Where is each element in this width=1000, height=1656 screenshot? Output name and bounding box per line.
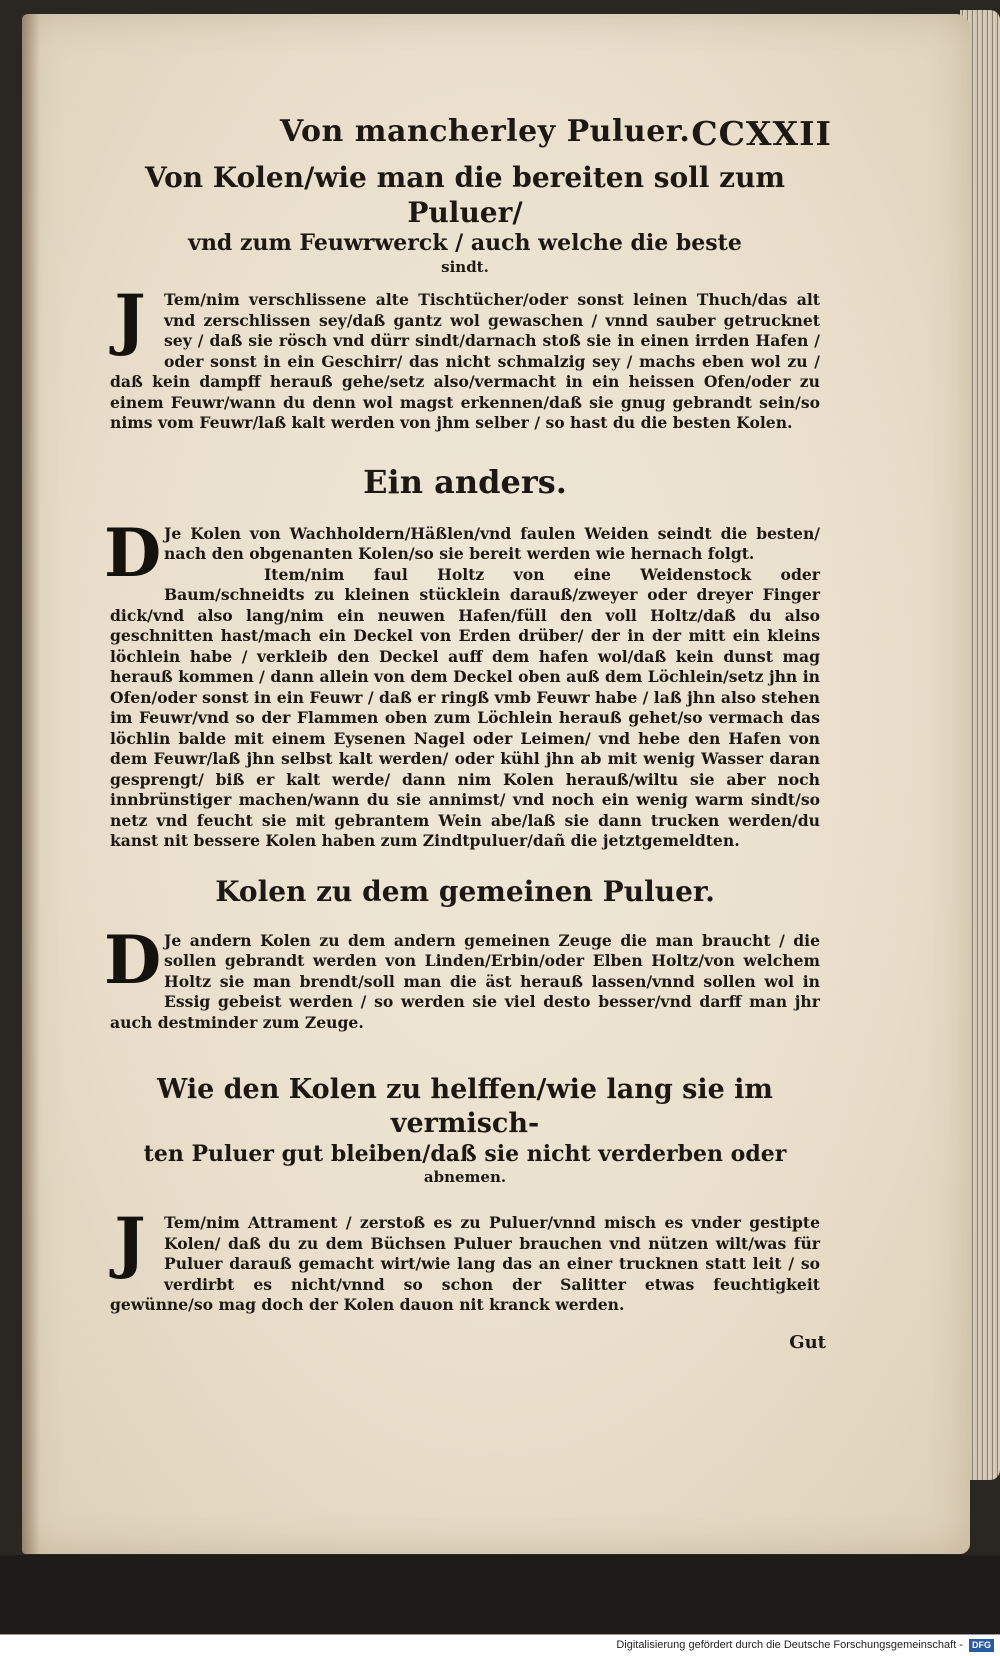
decorated-initial: D — [104, 513, 162, 592]
decorated-initial: J — [114, 1203, 146, 1281]
page-text-block — [104, 110, 832, 1356]
running-title: Von mancherley Puluer. — [280, 114, 691, 149]
section-heading-4-line1: Wie den Kolen zu helffen/wie lang sie im vermisch- — [157, 1074, 773, 1139]
section-4-paragraph — [110, 1203, 820, 1316]
digitization-credit-bar — [0, 1634, 1000, 1656]
page-gutter-shadow — [22, 14, 40, 1554]
credit-text: Digitalisierung gefördert durch die Deutsche Forschungsgemeinschaft - — [616, 1639, 963, 1651]
section-heading-3 — [110, 874, 820, 909]
running-head — [110, 110, 832, 160]
section-1-text: Tem/nim verschlissene alte Tischtücher/oder sonst leinen Thuch/das alt vnd zerschlissen sey/daß gantz wol gewaschen / vnnd sauber getrucknet sey / daß sie rösch vnd dürr sindt/darnach stoß sie in einen irrden Hafen / oder sonst in ein Geschirr/ das nicht schmalzig sey / machs eben wol zu / daß kein dampff herauß gehe/setz also/vermacht in ein heissen Ofen/oder zu einem Feuwr/wann du denn wol magst erkennen/daß sie gnug gebrandt sein/so nims vom Feuwr/laß kalt werden von jhm selber / so hast du die besten Kolen. — [110, 290, 820, 433]
section-heading-4-line3: abnemen. — [423, 1168, 507, 1187]
section-heading-2 — [110, 462, 820, 502]
decorated-initial: D — [104, 920, 162, 999]
section-2-text-2: Item/nim faul Holtz von eine Weidenstock oder Baum/schneidts zu kleinen stücklein darauß/zweyer oder dreyer Finger dick/vnd also lang/nim ein neuwen Hafen/füll den voll Holtz/daß du also geschnitten hast/mach ein Deckel von Erden drüber/ der in der mitt ein kleins löchlein habe / verkleib den Deckel auff dem hafen wol/daß kein dunst mag herauß kommen / dann allein von dem Deckel oben auß dem Löchlein/setz jhn in Ofen/oder sonst in ein Feuwr / daß er ringß vmb Feuwr habe / laß jhn also stehen im Feuwr/vnd so der Flammen oben zum Löchlein herauß gehet/so vermach das löchlin balde mit einem Eysenen Nagel oder Leimen/ vnd hebe den Hafen von dem Feuwr/laß jhn selbst kalt werden/ oder kühl jhn ab mit wenig Wasser daran gesprengt/ biß er kalt werde/ dann nim Kolen herauß/wiltu sie aber noch innbrünstiger machen/wann du sie annimst/ vnd noch ein wenig warm sindt/so netz vnd feucht sie mit gebrantem Wein abe/laß sie dann trucken werden/du kanst nit bessere Kolen haben zum Zindtpuluer/dañ die jetztgemeldten. — [110, 564, 820, 851]
dfg-logo: DFG — [969, 1639, 994, 1652]
section-3-paragraph — [104, 920, 820, 1034]
scan-background — [0, 1555, 1000, 1635]
section-3-text: Je andern Kolen zu dem andern gemeinen Zeuge die man braucht / die sollen gebrandt werden von Linden/Erbin/oder Elben Holtz/von welchem Holtz sie man brendt/soll man die äst herauß lassen/vnnd sollen wol in Essig gebeist werden / so werden sie viel desto besser/vnd darff man jhr auch destminder zum Zeuge. — [110, 930, 820, 1032]
decorated-initial: J — [114, 280, 146, 359]
section-heading-1-line2: vnd zum Feuwrwerck / auch welche die beste — [188, 230, 742, 256]
section-heading-3-text: Kolen zu dem gemeinen Puluer. — [215, 874, 715, 908]
folio-number: CCXXII — [691, 114, 832, 153]
section-heading-1 — [110, 160, 820, 276]
catchword: Gut — [789, 1331, 826, 1353]
section-heading-4 — [110, 1073, 820, 1187]
section-heading-1-line1: Von Kolen/wie man die bereiten soll zum Puluer/ — [144, 161, 786, 229]
section-2-paragraph-1 — [104, 513, 820, 592]
section-2-paragraph-2 — [110, 565, 820, 852]
section-heading-2-text: Ein anders. — [363, 462, 567, 501]
section-1-paragraph — [110, 280, 820, 434]
section-heading-4-line2: ten Puluer gut bleiben/daß sie nicht verderben oder — [143, 1140, 787, 1167]
section-4-text: Tem/nim Attrament / zerstoß es zu Puluer/vnnd misch es vnder gestipte Kolen/ daß du zu dem Büchsen Puluer brauchen vnd nützen wilt/was für Puluer darauß gemacht wirt/wie lang das an einer trucknen statt leit / so verdirbt es nicht/vnnd so schon der Salitter etwas feuchtigkeit gewünne/so mag doch der Kolen dauon nit kranck werden. — [110, 1213, 820, 1314]
section-2-text-1: Je Kolen von Wachholdern/Häßlen/vnd faulen Weiden seindt die besten/ nach den obgenanten Kolen/so sie bereit werden wie hernach folgt. — [164, 523, 820, 564]
section-heading-1-line3: sindt. — [441, 257, 489, 276]
